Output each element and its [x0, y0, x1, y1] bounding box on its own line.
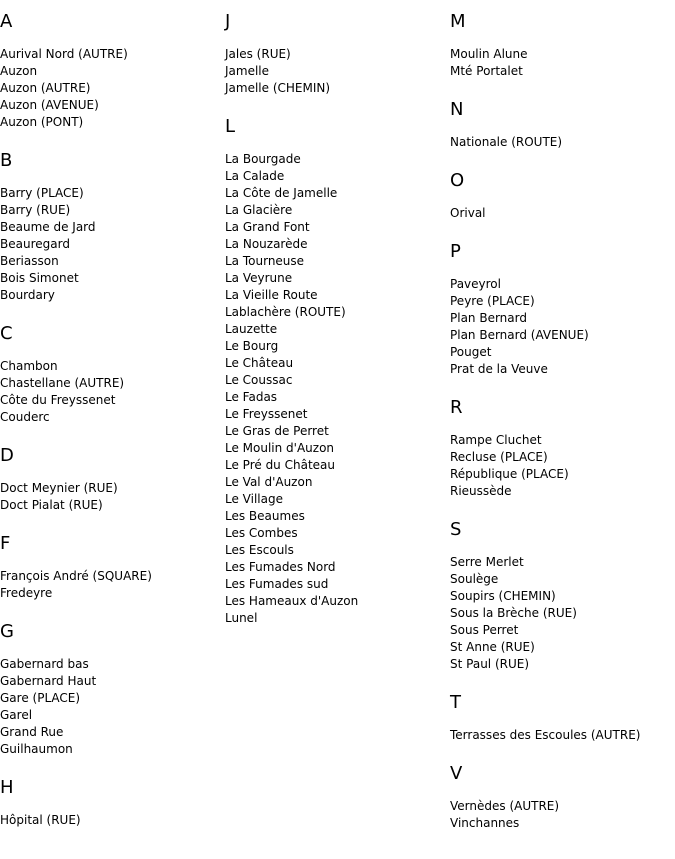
street-link[interactable]: Couderc — [0, 410, 50, 424]
letter-group — [450, 397, 675, 500]
list-item — [0, 358, 225, 375]
street-link[interactable]: Lauzette — [225, 322, 278, 336]
street-list — [0, 358, 225, 426]
list-item — [0, 202, 225, 219]
list-item — [0, 568, 225, 585]
letter-group — [0, 11, 225, 131]
list-item — [450, 327, 675, 344]
list-item — [225, 270, 450, 287]
letter-heading: S — [450, 519, 462, 540]
street-link[interactable]: Doct Pialat (RUE) — [0, 498, 103, 512]
street-link[interactable]: Auzon (AVENUE) — [0, 98, 99, 112]
list-item — [450, 639, 675, 656]
letter-group — [225, 116, 450, 627]
street-list — [450, 46, 675, 80]
list-item — [225, 253, 450, 270]
list-item — [0, 63, 225, 80]
list-item — [225, 355, 450, 372]
list-item — [0, 585, 225, 602]
street-link[interactable]: St Paul (RUE) — [450, 657, 530, 671]
list-item — [450, 293, 675, 310]
street-link[interactable]: Le Coussac — [225, 373, 293, 387]
street-link[interactable]: François André (SQUARE) — [0, 569, 152, 583]
street-list — [450, 276, 675, 378]
list-item — [225, 610, 450, 627]
list-item — [225, 406, 450, 423]
list-item — [0, 375, 225, 392]
street-link[interactable]: Chastellane (AUTRE) — [0, 376, 125, 390]
street-link[interactable]: Garel — [0, 708, 33, 722]
list-item — [450, 798, 675, 815]
street-link[interactable]: Soupirs (CHEMIN) — [450, 589, 556, 603]
list-item — [0, 707, 225, 724]
letter-heading: H — [0, 777, 14, 798]
street-link[interactable]: Plan Bernard — [450, 311, 527, 325]
letter-group — [0, 150, 225, 304]
list-item — [450, 554, 675, 571]
list-item — [225, 151, 450, 168]
letter-heading: B — [0, 150, 13, 171]
street-link[interactable]: Gabernard Haut — [0, 674, 97, 688]
street-link[interactable]: Lablachère (ROUTE) — [225, 305, 346, 319]
list-item — [450, 727, 675, 744]
street-link[interactable]: La Nouzarède — [225, 237, 308, 251]
street-link[interactable]: Hôpital (RUE) — [0, 813, 81, 827]
letter-group — [225, 11, 450, 97]
street-link[interactable]: Gare (PLACE) — [0, 691, 81, 705]
street-link[interactable]: La Grand Font — [225, 220, 310, 234]
street-link[interactable]: Beriasson — [0, 254, 59, 268]
letter-heading: V — [450, 763, 463, 784]
street-link[interactable]: Peyre (PLACE) — [450, 294, 535, 308]
list-item — [0, 287, 225, 304]
street-link[interactable]: Le Château — [225, 356, 294, 370]
list-item — [0, 812, 225, 829]
street-link[interactable]: Bourdary — [0, 288, 55, 302]
street-link[interactable]: Le Bourg — [225, 339, 279, 353]
street-link[interactable]: Mté Portalet — [450, 64, 523, 78]
street-link[interactable]: Rieussède — [450, 484, 512, 498]
list-item — [0, 724, 225, 741]
street-link[interactable]: Le Pré du Château — [225, 458, 335, 472]
list-item — [0, 673, 225, 690]
street-link[interactable]: Le Village — [225, 492, 283, 506]
street-link[interactable]: St Anne (RUE) — [450, 640, 535, 654]
letter-heading: O — [450, 170, 465, 191]
street-link[interactable]: La Bourgade — [225, 152, 301, 166]
street-link[interactable]: Jamelle (CHEMIN) — [225, 81, 331, 95]
list-item — [0, 409, 225, 426]
letter-group — [0, 323, 225, 426]
letter-heading: F — [0, 533, 11, 554]
list-item — [0, 219, 225, 236]
street-list — [450, 727, 675, 744]
street-link[interactable]: La Tourneuse — [225, 254, 305, 268]
list-item — [450, 622, 675, 639]
street-link[interactable]: Rampe Cluchet — [450, 433, 542, 447]
letter-heading: L — [225, 116, 236, 137]
letter-heading: C — [0, 323, 13, 344]
list-item — [0, 114, 225, 131]
list-item — [225, 440, 450, 457]
list-item — [225, 287, 450, 304]
list-item — [450, 205, 675, 222]
street-link[interactable]: Le Fadas — [225, 390, 278, 404]
letter-heading: T — [450, 692, 461, 713]
list-item — [0, 497, 225, 514]
letter-heading: G — [0, 621, 14, 642]
list-item — [225, 491, 450, 508]
street-link[interactable]: Les Combes — [225, 526, 298, 540]
list-item — [225, 576, 450, 593]
street-link[interactable]: Fredeyre — [0, 586, 53, 600]
street-link[interactable]: Vinchannes — [450, 816, 520, 830]
list-item — [450, 361, 675, 378]
list-item — [0, 480, 225, 497]
street-link[interactable]: La Vieille Route — [225, 288, 318, 302]
street-link[interactable]: Terrasses des Escoules (AUTRE) — [450, 728, 641, 742]
street-link[interactable]: Prat de la Veuve — [450, 362, 548, 376]
list-item — [225, 168, 450, 185]
street-link[interactable]: Auzon (PONT) — [0, 115, 84, 129]
list-item — [225, 202, 450, 219]
street-link[interactable]: Sous Perret — [450, 623, 519, 637]
list-item — [0, 236, 225, 253]
street-link[interactable]: Beauregard — [0, 237, 70, 251]
street-link[interactable]: Barry (RUE) — [0, 203, 71, 217]
list-item — [450, 63, 675, 80]
list-item — [0, 185, 225, 202]
street-list — [0, 185, 225, 304]
list-item — [450, 310, 675, 327]
list-item — [0, 656, 225, 673]
list-item — [450, 588, 675, 605]
street-link[interactable]: Plan Bernard (AVENUE) — [450, 328, 589, 342]
street-list — [450, 432, 675, 500]
list-item — [225, 80, 450, 97]
street-link[interactable]: Le Moulin d'Auzon — [225, 441, 335, 455]
list-item — [0, 741, 225, 758]
letter-heading: A — [0, 11, 13, 32]
street-link[interactable]: Les Hameaux d'Auzon — [225, 594, 359, 608]
street-list — [0, 480, 225, 514]
list-item — [225, 338, 450, 355]
street-link[interactable]: Beaume de Jard — [0, 220, 96, 234]
list-item — [0, 392, 225, 409]
street-link[interactable]: Moulin Alune — [450, 47, 528, 61]
list-item — [225, 457, 450, 474]
list-item — [225, 423, 450, 440]
list-item — [225, 304, 450, 321]
street-link[interactable]: Auzon — [0, 64, 38, 78]
street-link[interactable]: Orival — [450, 206, 486, 220]
street-link[interactable]: Auzon (AUTRE) — [0, 81, 91, 95]
street-link[interactable]: Guilhaumon — [0, 742, 73, 756]
street-link[interactable]: Sous la Brèche (RUE) — [450, 606, 577, 620]
street-link[interactable]: Les Escouls — [225, 543, 294, 557]
list-item — [225, 593, 450, 610]
street-link[interactable]: Côte du Freyssenet — [0, 393, 116, 407]
street-list — [450, 554, 675, 673]
street-link[interactable]: Pouget — [450, 345, 492, 359]
street-link[interactable]: Les Beaumes — [225, 509, 305, 523]
street-link[interactable]: Serre Merlet — [450, 555, 524, 569]
list-item — [0, 80, 225, 97]
street-link[interactable]: Les Fumades Nord — [225, 560, 336, 574]
street-list — [225, 46, 450, 97]
list-item — [225, 542, 450, 559]
letter-heading: M — [450, 11, 466, 32]
street-link[interactable]: Jamelle — [225, 64, 270, 78]
street-list — [450, 798, 675, 832]
street-link[interactable]: La Calade — [225, 169, 285, 183]
index-column — [225, 11, 450, 646]
street-list — [0, 812, 225, 829]
street-link[interactable]: Paveyrol — [450, 277, 501, 291]
street-link[interactable]: La Glacière — [225, 203, 293, 217]
index-column — [0, 11, 225, 848]
list-item — [225, 63, 450, 80]
list-item — [225, 321, 450, 338]
street-link[interactable]: Soulège — [450, 572, 499, 586]
list-item — [450, 134, 675, 151]
list-item — [450, 449, 675, 466]
street-link[interactable]: Lunel — [225, 611, 258, 625]
letter-group — [450, 170, 675, 222]
list-item — [0, 690, 225, 707]
list-item — [225, 508, 450, 525]
list-item — [225, 389, 450, 406]
street-link[interactable]: Jales (RUE) — [225, 47, 291, 61]
list-item — [450, 483, 675, 500]
letter-group — [0, 621, 225, 758]
list-item — [450, 571, 675, 588]
letter-group — [450, 241, 675, 378]
list-item — [0, 46, 225, 63]
street-link[interactable]: Chambon — [0, 359, 58, 373]
letter-group — [450, 11, 675, 80]
list-item — [225, 219, 450, 236]
list-item — [450, 276, 675, 293]
letter-group — [450, 692, 675, 744]
letter-heading: D — [0, 445, 14, 466]
street-link[interactable]: Le Gras de Perret — [225, 424, 329, 438]
list-item — [450, 344, 675, 361]
list-item — [450, 815, 675, 832]
list-item — [450, 46, 675, 63]
list-item — [450, 466, 675, 483]
letter-group — [450, 519, 675, 673]
list-item — [225, 46, 450, 63]
street-link[interactable]: Nationale (ROUTE) — [450, 135, 563, 149]
street-link[interactable]: Barry (PLACE) — [0, 186, 84, 200]
street-list — [0, 568, 225, 602]
street-link[interactable]: Grand Rue — [0, 725, 64, 739]
street-link[interactable]: La Côte de Jamelle — [225, 186, 338, 200]
list-item — [225, 236, 450, 253]
list-item — [225, 185, 450, 202]
list-item — [0, 253, 225, 270]
street-list — [0, 46, 225, 131]
street-link[interactable]: La Veyrune — [225, 271, 293, 285]
list-item — [450, 656, 675, 673]
list-item — [225, 559, 450, 576]
letter-heading: R — [450, 397, 463, 418]
list-item — [0, 97, 225, 114]
list-item — [450, 605, 675, 622]
list-item — [225, 525, 450, 542]
letter-heading: J — [225, 11, 231, 32]
list-item — [450, 432, 675, 449]
list-item — [0, 270, 225, 287]
street-list — [0, 656, 225, 758]
list-item — [225, 474, 450, 491]
street-link[interactable]: Les Fumades sud — [225, 577, 329, 591]
street-link[interactable]: Le Freyssenet — [225, 407, 308, 421]
letter-heading: N — [450, 99, 464, 120]
index-column — [450, 11, 675, 851]
letter-group — [0, 777, 225, 829]
street-link[interactable]: République (PLACE) — [450, 467, 569, 481]
street-link[interactable]: Gabernard bas — [0, 657, 89, 671]
street-link[interactable]: Doct Meynier (RUE) — [0, 481, 118, 495]
street-list — [450, 134, 675, 151]
letter-heading: P — [450, 241, 461, 262]
street-link[interactable]: Vernèdes (AUTRE) — [450, 799, 560, 813]
street-link[interactable]: Aurival Nord (AUTRE) — [0, 47, 128, 61]
letter-group — [0, 445, 225, 514]
list-item — [225, 372, 450, 389]
letter-group — [0, 533, 225, 602]
letter-group — [450, 99, 675, 151]
street-link[interactable]: Recluse (PLACE) — [450, 450, 548, 464]
street-list — [450, 205, 675, 222]
street-link[interactable]: Bois Simonet — [0, 271, 79, 285]
street-link[interactable]: Le Val d'Auzon — [225, 475, 313, 489]
letter-group — [450, 763, 675, 832]
street-list — [225, 151, 450, 627]
